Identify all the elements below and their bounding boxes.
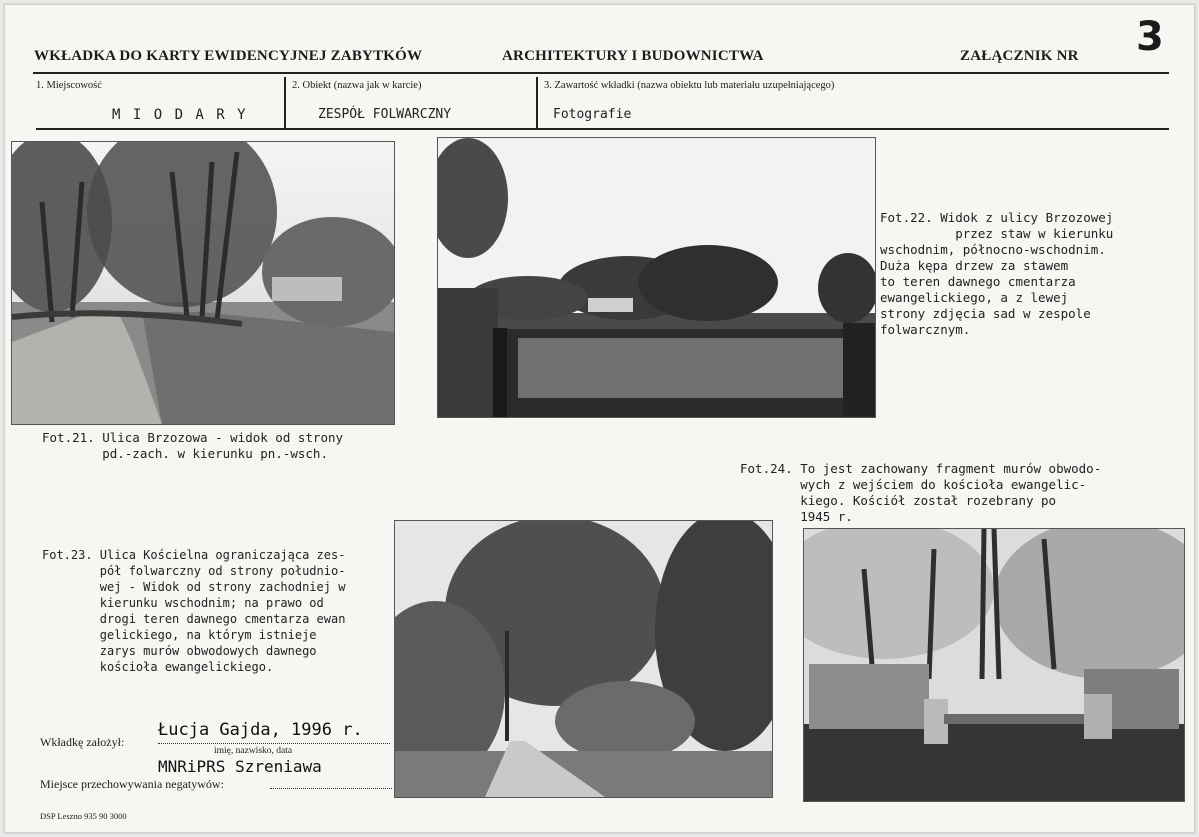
author-line: [158, 743, 390, 744]
caption-fot22: Fot.22. Widok z ulicy Brzozowej przez staw w kierunku wschodnim, północno-wschodnim. Duża kępa drzew za stawem to teren dawnego cmentarza ewangelickiego, a z lewej strony zdjęcia sad w zespole folwarcznym.: [880, 210, 1114, 337]
content-label: 3. Zawartość wkładki (nazwa obiektu lub materiału uzupełniającego): [544, 80, 835, 91]
photo-fot21: [11, 141, 395, 425]
storage-value: MNRiPRS Szreniawa: [158, 757, 322, 776]
header-rule: [33, 72, 1169, 74]
header-title-mid: ARCHITEKTURY I BUDOWNICTWA: [502, 48, 764, 64]
storage-label: Miejsce przechowywania negatywów:: [40, 777, 224, 791]
attachment-number: 3: [1136, 14, 1164, 60]
object-label: 2. Obiekt (nazwa jak w karcie): [292, 80, 422, 91]
author-value: Łucja Gajda, 1996 r.: [158, 720, 363, 740]
header-title-left: WKŁADKA DO KARTY EWIDENCYJNEJ ZABYTKÓW: [34, 48, 423, 64]
photo-fot23: [394, 520, 773, 798]
attachment-label: ZAŁĄCZNIK NR: [960, 48, 1079, 64]
author-hint: imię, nazwisko, data: [214, 746, 293, 756]
photo-fot24: [803, 528, 1185, 802]
fields-rule: [36, 128, 1169, 130]
divider-2: [536, 77, 538, 129]
caption-fot24: Fot.24. To jest zachowany fragment murów obwodo- wych z wejściem do kościoła ewangelic- kiego. Kościół został rozebrany po 1945 r.: [740, 461, 1102, 524]
caption-fot23: Fot.23. Ulica Kościelna ograniczająca zes- pół folwarczny od strony południo- wej - Widok od strony zachodniej w kierunku wschodnim; na prawo od drogi teren dawnego cmentarza ewan gelickiego, na którym istnieje zarys murów obwodowych dawnego kościoła ewangelickiego.: [42, 548, 346, 674]
divider-1: [284, 77, 286, 129]
author-label: Wkładkę założył:: [40, 735, 125, 749]
print-code: DSP Leszno 935 90 3000: [40, 811, 127, 821]
photo-fot22: [437, 137, 876, 418]
locality-label: 1. Miejscowość: [36, 80, 102, 91]
locality-value: M I O D A R Y: [112, 107, 248, 123]
storage-line: [270, 788, 392, 789]
object-value: ZESPÓŁ FOLWARCZNY: [318, 107, 452, 122]
caption-fot21: Fot.21. Ulica Brzozowa - widok od strony pd.-zach. w kierunku pn.-wsch.: [42, 430, 344, 461]
content-value: Fotografie: [553, 107, 632, 122]
